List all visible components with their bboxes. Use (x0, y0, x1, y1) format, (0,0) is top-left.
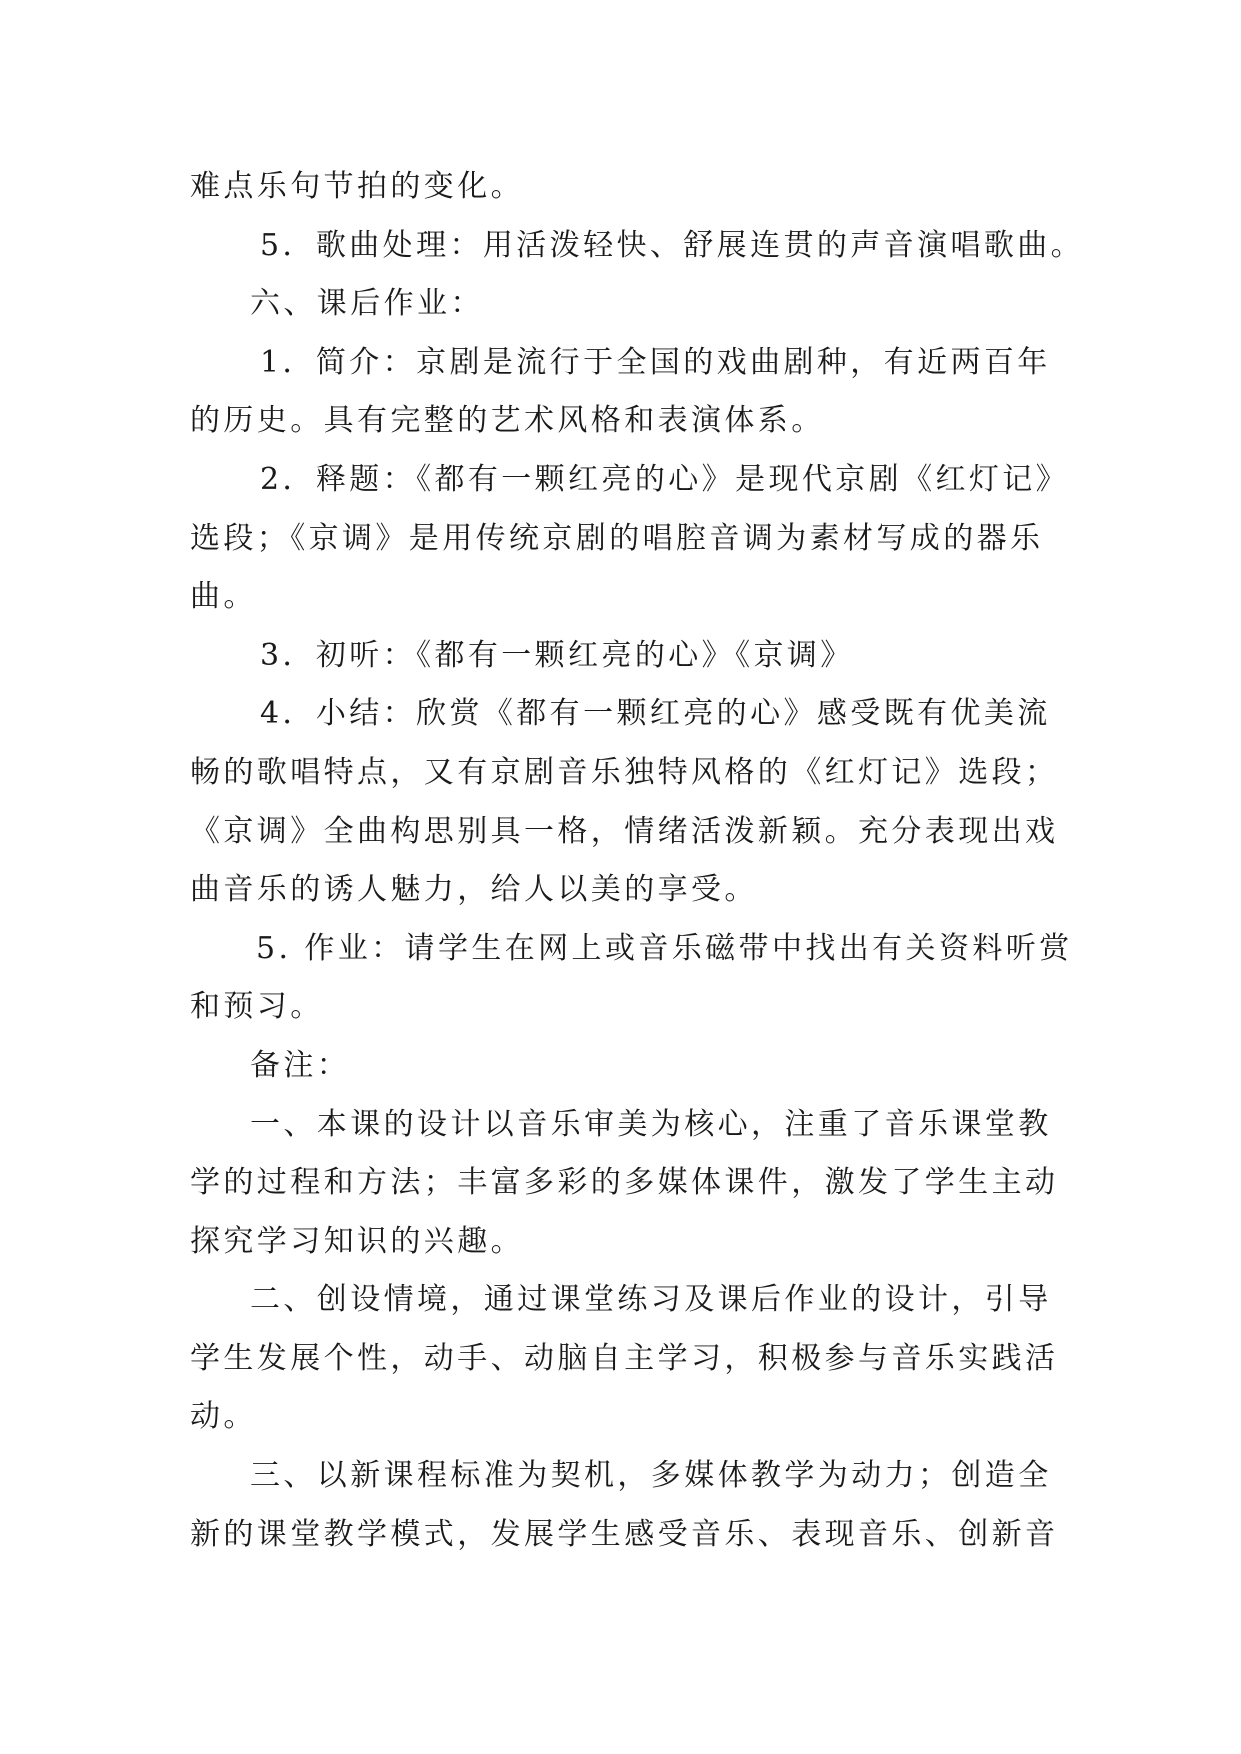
text-line-8: 曲。 (190, 579, 257, 615)
text-line-10: 4．小结：欣赏《都有一颗红亮的心》感受既有优美流 (260, 696, 1051, 732)
text-line-2: 5．歌曲处理：用活泼轻快、舒展连贯的声音演唱歌曲。 (260, 227, 1085, 263)
text-line-18: 学的过程和方法；丰富多彩的多媒体课件，激发了学生主动 (190, 1165, 1059, 1201)
text-line-14: 5. 作业：请学生在网上或音乐磁带中找出有关资料听赏 (256, 930, 1073, 966)
text-line-5: 的历史。具有完整的艺术风格和表演体系。 (190, 403, 825, 439)
text-line-16: 备注： (250, 1047, 351, 1083)
text-line-6: 2．释题：《都有一颗红亮的心》是现代京剧《红灯记》 (260, 461, 1070, 497)
text-line-23: 三、以新课程标准为契机，多媒体教学为动力；创造全 (250, 1458, 1052, 1494)
text-line-20: 二、创设情境，通过课堂练习及课后作业的设计，引导 (250, 1282, 1052, 1318)
text-line-24: 新的课堂教学模式，发展学生感受音乐、表现音乐、创新音 (190, 1516, 1059, 1552)
text-line-17: 一、本课的设计以音乐审美为核心，注重了音乐课堂教 (250, 1106, 1052, 1142)
text-line-22: 动。 (190, 1399, 257, 1435)
body-text (190, 158, 1085, 1564)
text-line-3: 六、课后作业： (250, 286, 484, 322)
text-line-21: 学生发展个性，动手、动脑自主学习，积极参与音乐实践活 (190, 1340, 1059, 1376)
text-line-12: 《京调》全曲构思别具一格，情绪活泼新颖。充分表现出戏 (190, 813, 1059, 849)
text-line-4: 1．简介：京剧是流行于全国的戏曲剧种，有近两百年 (260, 344, 1051, 380)
text-line-13: 曲音乐的诱人魅力，给人以美的享受。 (190, 872, 758, 908)
text-line-19: 探究学习知识的兴趣。 (190, 1223, 524, 1259)
text-line-1: 难点乐句节拍的变化。 (190, 169, 524, 204)
text-line-9: 3．初听：《都有一颗红亮的心》《京调》 (260, 637, 854, 673)
text-line-7: 选段；《京调》是用传统京剧的唱腔音调为素材写成的器乐 (190, 520, 1044, 556)
text-line-15: 和预习。 (190, 989, 324, 1025)
text-line-11: 畅的歌唱特点，又有京剧音乐独特风格的《红灯记》选段； (190, 754, 1059, 790)
